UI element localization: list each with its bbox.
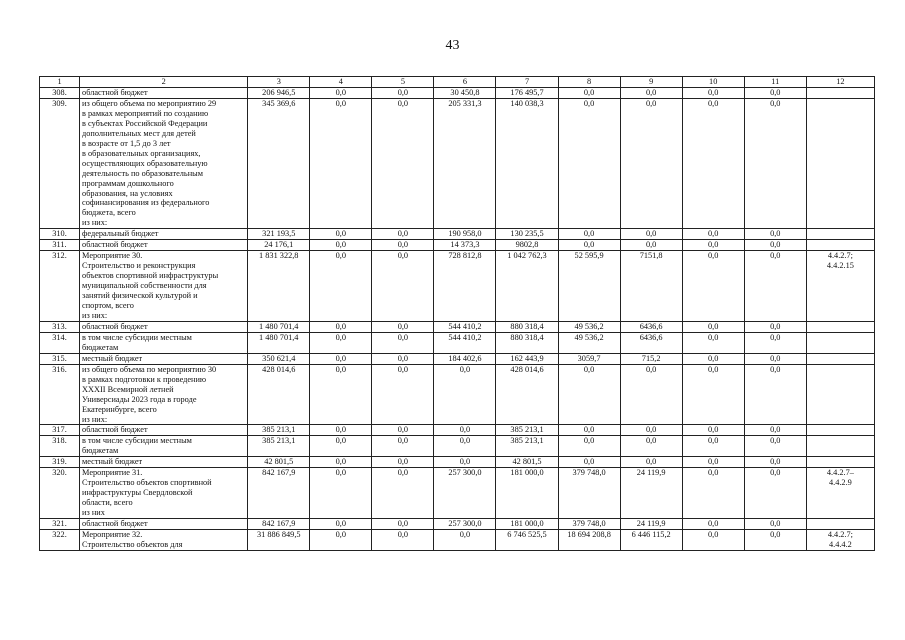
row-number-cell: 319. <box>40 457 80 468</box>
row-label-cell <box>80 457 248 468</box>
cell-line: XXXII Всемирной летней <box>82 384 174 394</box>
table-row <box>40 436 875 457</box>
value-cell-col-5: 0,0 <box>372 529 434 550</box>
value-cell-col-3: 206 946,5 <box>248 88 310 99</box>
value-cell-col-8: 49 536,2 <box>558 321 620 332</box>
value-cell-col-9: 7151,8 <box>620 251 682 322</box>
value-cell-col-8: 0,0 <box>558 457 620 468</box>
cell-line: Мероприятие 32. <box>82 529 143 539</box>
row-number-cell: 315. <box>40 353 80 364</box>
value-cell-col-9: 0,0 <box>620 364 682 425</box>
value-cell-col-3: 842 167,9 <box>248 519 310 530</box>
table-row <box>40 519 875 530</box>
value-cell-col-4: 0,0 <box>310 529 372 550</box>
value-cell-col-9: 0,0 <box>620 98 682 228</box>
column-header-9: 9 <box>620 77 682 88</box>
column-header-12: 12 <box>806 77 874 88</box>
value-cell-col-4: 0,0 <box>310 251 372 322</box>
value-cell-col-9: 24 119,9 <box>620 468 682 519</box>
value-cell-col-7: 130 235,5 <box>496 229 558 240</box>
reference-cell <box>806 425 874 436</box>
value-cell-col-9: 6436,6 <box>620 321 682 332</box>
value-cell-col-9: 0,0 <box>620 436 682 457</box>
value-cell-col-5: 0,0 <box>372 88 434 99</box>
row-number-cell: 312. <box>40 251 80 322</box>
cell-line: бюджетам <box>82 342 119 352</box>
cell-line: в субъектах Российской Федерации <box>82 118 208 128</box>
value-cell-col-3: 31 886 849,5 <box>248 529 310 550</box>
row-label-cell <box>80 229 248 240</box>
value-cell-col-3: 24 176,1 <box>248 240 310 251</box>
value-cell-col-10: 0,0 <box>682 353 744 364</box>
value-cell-col-10: 0,0 <box>682 519 744 530</box>
cell-line: спортом, всего <box>82 301 134 311</box>
cell-line: дополнительных мест для детей <box>82 128 196 138</box>
row-label-cell <box>80 240 248 251</box>
value-cell-col-4: 0,0 <box>310 425 372 436</box>
value-cell-col-10: 0,0 <box>682 321 744 332</box>
table-row <box>40 332 875 353</box>
cell-line: Екатеринбурге, всего <box>82 404 157 414</box>
row-number-cell: 309. <box>40 98 80 228</box>
value-cell-col-9: 6 446 115,2 <box>620 529 682 550</box>
value-cell-col-5: 0,0 <box>372 229 434 240</box>
value-cell-col-4: 0,0 <box>310 468 372 519</box>
cell-line: области, всего <box>82 498 133 508</box>
table-row <box>40 229 875 240</box>
cell-line: образования, на условиях <box>82 188 173 198</box>
cell-line: деятельность по образовательным <box>82 168 203 178</box>
value-cell-col-6: 544 410,2 <box>434 321 496 332</box>
value-cell-col-11: 0,0 <box>744 457 806 468</box>
column-header-4: 4 <box>310 77 372 88</box>
table-row <box>40 425 875 436</box>
row-label-cell <box>80 353 248 364</box>
row-number-cell: 320. <box>40 468 80 519</box>
page-number: 43 <box>445 38 460 53</box>
value-cell-col-10: 0,0 <box>682 425 744 436</box>
row-label-cell <box>80 436 248 457</box>
reference-cell <box>806 88 874 99</box>
value-cell-col-9: 0,0 <box>620 240 682 251</box>
cell-line: бюджета, всего <box>82 208 136 218</box>
cell-line: бюджетам <box>82 446 119 456</box>
cell-line: из них <box>82 508 105 518</box>
row-label-cell <box>80 251 248 322</box>
cell-line: в том числе субсидии местным <box>82 436 192 446</box>
value-cell-col-11: 0,0 <box>744 353 806 364</box>
value-cell-col-6: 257 300,0 <box>434 468 496 519</box>
cell-line: областной бюджет <box>82 240 148 250</box>
value-cell-col-11: 0,0 <box>744 229 806 240</box>
value-cell-col-7: 176 495,7 <box>496 88 558 99</box>
value-cell-col-7: 162 443,9 <box>496 353 558 364</box>
value-cell-col-3: 842 167,9 <box>248 468 310 519</box>
value-cell-col-5: 0,0 <box>372 519 434 530</box>
value-cell-col-7: 428 014,6 <box>496 364 558 425</box>
row-number-cell: 318. <box>40 436 80 457</box>
value-cell-col-6: 544 410,2 <box>434 332 496 353</box>
value-cell-col-5: 0,0 <box>372 468 434 519</box>
column-header-8: 8 <box>558 77 620 88</box>
value-cell-col-3: 321 193,5 <box>248 229 310 240</box>
budget-table-container <box>39 76 875 551</box>
value-cell-col-3: 385 213,1 <box>248 425 310 436</box>
value-cell-col-7: 385 213,1 <box>496 436 558 457</box>
value-cell-col-8: 3059,7 <box>558 353 620 364</box>
value-cell-col-11: 0,0 <box>744 251 806 322</box>
value-cell-col-7: 42 801,5 <box>496 457 558 468</box>
reference-cell <box>806 321 874 332</box>
value-cell-col-4: 0,0 <box>310 240 372 251</box>
value-cell-col-7: 1 042 762,3 <box>496 251 558 322</box>
value-cell-col-6: 14 373,3 <box>434 240 496 251</box>
value-cell-col-5: 0,0 <box>372 364 434 425</box>
cell-line: в образовательных организациях, <box>82 148 201 158</box>
table-row <box>40 364 875 425</box>
column-header-1: 1 <box>40 77 80 88</box>
row-number-cell: 308. <box>40 88 80 99</box>
value-cell-col-9: 0,0 <box>620 88 682 99</box>
value-cell-col-8: 0,0 <box>558 88 620 99</box>
value-cell-col-6: 30 450,8 <box>434 88 496 99</box>
cell-line: объектов спортивной инфраструктуры <box>82 271 219 281</box>
table-body <box>40 88 875 551</box>
cell-line: областной бюджет <box>82 88 148 97</box>
value-cell-col-11: 0,0 <box>744 332 806 353</box>
cell-line: муниципальной собственности для <box>82 281 207 291</box>
value-cell-col-6: 257 300,0 <box>434 519 496 530</box>
value-cell-col-8: 0,0 <box>558 425 620 436</box>
value-cell-col-6: 0,0 <box>434 529 496 550</box>
cell-line: программам дошкольного <box>82 178 174 188</box>
value-cell-col-6: 0,0 <box>434 364 496 425</box>
column-header-6: 6 <box>434 77 496 88</box>
value-cell-col-11: 0,0 <box>744 519 806 530</box>
value-cell-col-11: 0,0 <box>744 364 806 425</box>
reference-cell <box>806 353 874 364</box>
column-header-2: 2 <box>80 77 248 88</box>
cell-line: из общего объема по мероприятию 29 <box>82 98 217 108</box>
cell-line: в возрасте от 1,5 до 3 лет <box>82 138 171 148</box>
table-row <box>40 457 875 468</box>
row-label-cell <box>80 88 248 99</box>
row-label-cell <box>80 98 248 228</box>
cell-line: областной бюджет <box>82 425 148 435</box>
value-cell-col-10: 0,0 <box>682 240 744 251</box>
row-number-cell: 322. <box>40 529 80 550</box>
cell-line: 4.4.4.2 <box>828 539 852 549</box>
table-row <box>40 98 875 228</box>
value-cell-col-5: 0,0 <box>372 353 434 364</box>
value-cell-col-7: 181 000,0 <box>496 519 558 530</box>
value-cell-col-10: 0,0 <box>682 88 744 99</box>
reference-cell <box>806 468 874 519</box>
value-cell-col-4: 0,0 <box>310 457 372 468</box>
value-cell-col-11: 0,0 <box>744 240 806 251</box>
row-label-cell <box>80 529 248 550</box>
value-cell-col-6: 190 958,0 <box>434 229 496 240</box>
cell-line: 4.4.2.7; <box>827 251 853 261</box>
value-cell-col-10: 0,0 <box>682 332 744 353</box>
cell-line: из них: <box>82 218 108 228</box>
cell-line: областной бюджет <box>82 519 148 529</box>
value-cell-col-8: 0,0 <box>558 436 620 457</box>
table-row <box>40 353 875 364</box>
row-label-cell <box>80 468 248 519</box>
value-cell-col-8: 0,0 <box>558 364 620 425</box>
value-cell-col-8: 0,0 <box>558 98 620 228</box>
value-cell-col-11: 0,0 <box>744 321 806 332</box>
value-cell-col-5: 0,0 <box>372 425 434 436</box>
reference-cell <box>806 364 874 425</box>
table-header-row <box>40 77 875 88</box>
value-cell-col-11: 0,0 <box>744 436 806 457</box>
cell-line: Мероприятие 31. <box>82 468 143 478</box>
table-row <box>40 468 875 519</box>
reference-cell <box>806 332 874 353</box>
value-cell-col-5: 0,0 <box>372 332 434 353</box>
value-cell-col-10: 0,0 <box>682 251 744 322</box>
column-header-11: 11 <box>744 77 806 88</box>
value-cell-col-9: 6436,6 <box>620 332 682 353</box>
column-header-3: 3 <box>248 77 310 88</box>
value-cell-col-9: 0,0 <box>620 457 682 468</box>
value-cell-col-3: 1 480 701,4 <box>248 321 310 332</box>
table-row <box>40 88 875 99</box>
value-cell-col-3: 385 213,1 <box>248 436 310 457</box>
column-header-5: 5 <box>372 77 434 88</box>
cell-line: в том числе субсидии местным <box>82 332 192 342</box>
reference-cell <box>806 457 874 468</box>
value-cell-col-8: 18 694 208,8 <box>558 529 620 550</box>
value-cell-col-4: 0,0 <box>310 353 372 364</box>
value-cell-col-4: 0,0 <box>310 88 372 99</box>
value-cell-col-7: 385 213,1 <box>496 425 558 436</box>
cell-line: Универсиады 2023 года в городе <box>82 394 197 404</box>
cell-line: инфраструктуры Свердловской <box>82 488 193 498</box>
cell-line: 4.4.2.7; <box>827 529 853 539</box>
cell-line: местный бюджет <box>82 353 143 363</box>
value-cell-col-6: 0,0 <box>434 425 496 436</box>
table-row <box>40 240 875 251</box>
value-cell-col-3: 345 369,6 <box>248 98 310 228</box>
row-label-cell <box>80 321 248 332</box>
row-label-cell <box>80 364 248 425</box>
cell-line: в рамках мероприятий по созданию <box>82 108 209 118</box>
table-row <box>40 321 875 332</box>
value-cell-col-6: 205 331,3 <box>434 98 496 228</box>
row-number-cell: 316. <box>40 364 80 425</box>
row-label-cell <box>80 425 248 436</box>
value-cell-col-6: 0,0 <box>434 457 496 468</box>
value-cell-col-10: 0,0 <box>682 529 744 550</box>
value-cell-col-4: 0,0 <box>310 332 372 353</box>
value-cell-col-3: 1 480 701,4 <box>248 332 310 353</box>
cell-line: Строительство и реконструкция <box>82 261 196 271</box>
cell-line: федеральный бюджет <box>82 229 159 239</box>
cell-line: областной бюджет <box>82 321 148 331</box>
value-cell-col-3: 1 831 322,8 <box>248 251 310 322</box>
value-cell-col-4: 0,0 <box>310 436 372 457</box>
reference-cell <box>806 436 874 457</box>
value-cell-col-10: 0,0 <box>682 436 744 457</box>
value-cell-col-5: 0,0 <box>372 251 434 322</box>
value-cell-col-3: 42 801,5 <box>248 457 310 468</box>
reference-cell <box>806 251 874 322</box>
value-cell-col-6: 184 402,6 <box>434 353 496 364</box>
value-cell-col-4: 0,0 <box>310 519 372 530</box>
value-cell-col-11: 0,0 <box>744 529 806 550</box>
value-cell-col-7: 6 746 525,5 <box>496 529 558 550</box>
cell-line: местный бюджет <box>82 457 143 467</box>
value-cell-col-6: 0,0 <box>434 436 496 457</box>
value-cell-col-3: 350 621,4 <box>248 353 310 364</box>
value-cell-col-5: 0,0 <box>372 240 434 251</box>
value-cell-col-9: 0,0 <box>620 229 682 240</box>
table-row <box>40 529 875 550</box>
cell-line: в рамках подготовки к проведению <box>82 374 207 384</box>
cell-line: из них: <box>82 414 108 424</box>
value-cell-col-5: 0,0 <box>372 457 434 468</box>
row-number-cell: 317. <box>40 425 80 436</box>
value-cell-col-11: 0,0 <box>744 425 806 436</box>
cell-line: Строительство объектов спортивной <box>82 478 212 488</box>
value-cell-col-5: 0,0 <box>372 436 434 457</box>
value-cell-col-8: 379 748,0 <box>558 468 620 519</box>
cell-line: 4.4.2.15 <box>826 261 854 271</box>
value-cell-col-11: 0,0 <box>744 88 806 99</box>
value-cell-col-9: 24 119,9 <box>620 519 682 530</box>
value-cell-col-11: 0,0 <box>744 98 806 228</box>
value-cell-col-7: 880 318,4 <box>496 321 558 332</box>
column-header-10: 10 <box>682 77 744 88</box>
reference-cell <box>806 519 874 530</box>
value-cell-col-8: 49 536,2 <box>558 332 620 353</box>
budget-table <box>39 76 875 551</box>
value-cell-col-3: 428 014,6 <box>248 364 310 425</box>
reference-cell <box>806 229 874 240</box>
value-cell-col-10: 0,0 <box>682 229 744 240</box>
value-cell-col-10: 0,0 <box>682 98 744 228</box>
value-cell-col-10: 0,0 <box>682 457 744 468</box>
value-cell-col-9: 715,2 <box>620 353 682 364</box>
row-number-cell: 321. <box>40 519 80 530</box>
row-number-cell: 311. <box>40 240 80 251</box>
cell-line: занятий физической культурой и <box>82 291 198 301</box>
cell-line: Мероприятие 30. <box>82 251 143 261</box>
row-label-cell <box>80 519 248 530</box>
value-cell-col-4: 0,0 <box>310 229 372 240</box>
value-cell-col-11: 0,0 <box>744 468 806 519</box>
reference-cell <box>806 98 874 228</box>
value-cell-col-5: 0,0 <box>372 98 434 228</box>
value-cell-col-5: 0,0 <box>372 321 434 332</box>
value-cell-col-4: 0,0 <box>310 98 372 228</box>
value-cell-col-7: 880 318,4 <box>496 332 558 353</box>
reference-cell <box>806 240 874 251</box>
value-cell-col-8: 379 748,0 <box>558 519 620 530</box>
value-cell-col-8: 0,0 <box>558 229 620 240</box>
value-cell-col-6: 728 812,8 <box>434 251 496 322</box>
row-number-cell: 314. <box>40 332 80 353</box>
cell-line: 4.4.2.9 <box>828 478 852 488</box>
value-cell-col-4: 0,0 <box>310 364 372 425</box>
cell-line: 4.4.2.7– <box>826 468 854 478</box>
value-cell-col-4: 0,0 <box>310 321 372 332</box>
row-number-cell: 310. <box>40 229 80 240</box>
table-row <box>40 251 875 322</box>
value-cell-col-9: 0,0 <box>620 425 682 436</box>
value-cell-col-7: 181 000,0 <box>496 468 558 519</box>
cell-line: из общего объема по мероприятию 30 <box>82 364 217 374</box>
value-cell-col-7: 140 038,3 <box>496 98 558 228</box>
cell-line: осуществляющих образовательную <box>82 158 208 168</box>
reference-cell <box>806 529 874 550</box>
value-cell-col-10: 0,0 <box>682 364 744 425</box>
value-cell-col-8: 52 595,9 <box>558 251 620 322</box>
cell-line: Строительство объектов для <box>82 539 183 549</box>
value-cell-col-10: 0,0 <box>682 468 744 519</box>
cell-line: софинансирования из федерального <box>82 198 210 208</box>
row-label-cell <box>80 332 248 353</box>
value-cell-col-7: 9802,8 <box>496 240 558 251</box>
row-number-cell: 313. <box>40 321 80 332</box>
value-cell-col-8: 0,0 <box>558 240 620 251</box>
column-header-7: 7 <box>496 77 558 88</box>
cell-line: из них: <box>82 310 108 320</box>
